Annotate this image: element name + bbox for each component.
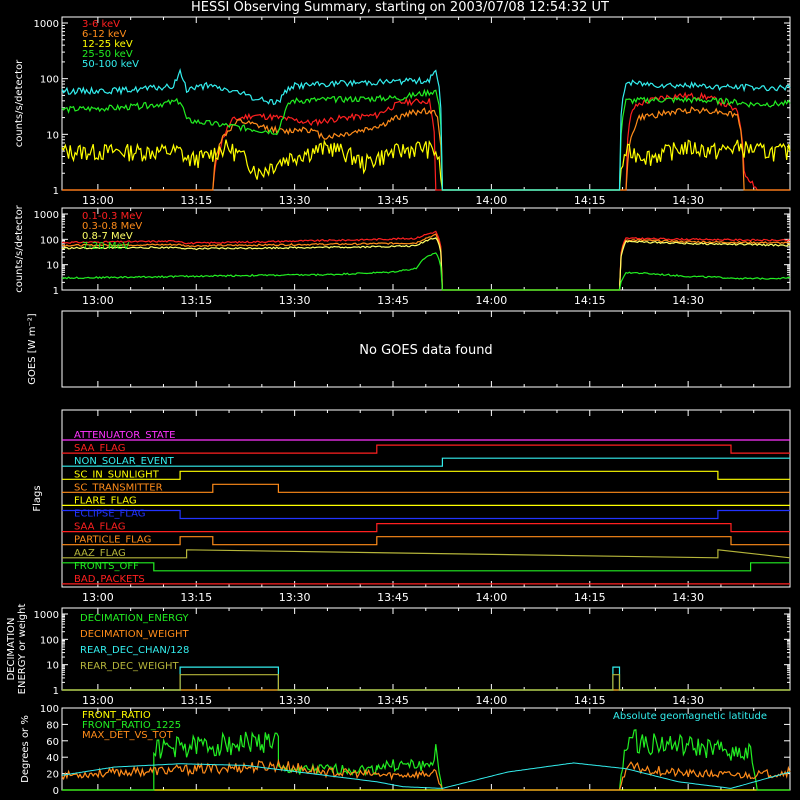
flags-flag-line [62,521,790,533]
flags-flag-line [62,445,790,453]
flags-x-tick-label: 14:30 [672,591,704,604]
rates-high-x-tick-label: 13:00 [82,294,114,307]
decimation-legend-entry: DECIMATION_ENERGY [80,613,189,624]
rates-low-y-tick-label: 1 [52,186,59,197]
flags-flag-label: ECLIPSE_FLAG [74,508,146,520]
rates-low-x-tick-label: 13:15 [180,194,213,207]
rates-low-y-tick-label: 10 [46,130,59,142]
ratios-legend-entry: FRONT_RATIO [82,710,151,721]
flags-flag-line [62,534,790,546]
rates-low-series-line [62,90,790,190]
flags-x-tick-label: 14:00 [475,591,508,604]
ratios-series-line [62,763,790,789]
flags-flag-label: BAD_PACKETS [74,573,145,585]
rates-low-legend-entry: 12-25 keV [82,39,133,50]
rates-high-x-tick-label: 14:00 [475,294,508,307]
decimation-y-tick-label: 10 [46,660,59,672]
flags-x-tick-label: 13:00 [82,591,114,604]
decimation-x-tick-label: 13:30 [278,694,311,707]
flags-flag-label: FLARE_FLAG [74,495,137,507]
rates-high-frame [62,208,790,290]
decimation-y-axis-label: ENERGY or weight [17,603,28,695]
rates-high-y-axis-label: counts/s/detector [14,205,25,293]
flags-flag-label: SC_TRANSMITTER [74,482,163,494]
flags-flag-label: SAA_FLAG [74,443,126,455]
rates-low-x-tick-label: 13:30 [278,194,311,207]
flags-flag-label: NON_SOLAR_EVENT [74,456,174,468]
rates-high-y-tick-label: 10 [46,260,59,272]
ratios-y-tick-label: 40 [46,753,59,765]
ratios-series-line [62,761,790,790]
flags-x-tick-label: 13:15 [180,591,213,604]
rates-low-legend-entry: 25-50 keV [82,49,133,60]
rates-low-x-tick-label: 14:00 [475,194,508,207]
rates-high-x-tick-label: 13:30 [278,294,311,307]
flags-flag-line [62,547,790,559]
flags-flag-line [62,471,790,479]
flags-flag-line [62,560,790,572]
flags-flag-label: PARTICLE_FLAG [74,534,152,546]
rates-low-legend-entry: 3-6 keV [82,19,120,30]
decimation-y-tick-label: 1000 [33,610,59,621]
decimation-y-tick-label: 100 [39,635,59,647]
decimation-y-axis-label: DECIMATION [6,617,17,681]
ratios-legend-entry: MAX_DET_VS_TOT [82,730,173,741]
flags-x-tick-label: 13:45 [377,591,409,604]
decimation-x-tick-label: 14:00 [475,694,508,707]
rates-high-y-tick-label: 1 [52,286,59,297]
flags-y-axis-label: Flags [32,485,43,512]
rates-low-y-tick-label: 100 [39,74,59,86]
rates-high-x-tick-label: 13:45 [377,294,409,307]
rates-high-legend-entry: 0.8-7 MeV [82,231,133,242]
ratios-y-tick-label: 100 [39,704,59,715]
rates-low-y-axis-label: counts/s/detector [14,59,25,148]
decimation-x-tick-label: 14:15 [573,694,606,707]
rates-low-series-line [62,140,790,190]
ratios-y-tick-label: 60 [46,736,59,748]
decimation-legend-entry: REAR_DEC_CHAN/128 [80,645,190,656]
ratios-y-tick-label: 80 [46,720,59,732]
flags-flag-line [62,508,790,520]
page-title: HESSI Observing Summary, starting on 2003/07/08 12:54:32 UT [191,0,609,15]
rates-high-y-tick-label: 100 [39,235,59,247]
decimation-x-tick-label: 13:45 [377,694,409,707]
flags-flag-label: ATTENUATOR_STATE [74,430,176,441]
rates-high-series-line [62,234,790,290]
rates-high-x-tick-label: 13:15 [180,294,213,307]
flags-x-tick-label: 14:15 [573,591,606,604]
rates-low-x-tick-label: 13:00 [82,194,114,207]
rates-high-legend-entry: 0.1-0.3 MeV [82,211,143,222]
rates-high-series-line [62,238,790,290]
rates-high-legend-entry: 0.3-0.8 MeV [82,221,143,232]
flags-flag-label: AAZ_FLAG [74,547,126,559]
rates-low-x-tick-label: 14:30 [672,194,704,207]
rates-low-x-tick-label: 14:15 [573,194,606,207]
ratios-legend-entry: FRONT_RATIO_1225 [82,720,182,731]
decimation-x-tick-label: 14:30 [672,694,704,707]
rates-high-x-tick-label: 14:15 [573,294,606,307]
flags-x-tick-label: 13:30 [278,591,311,604]
flags-flag-label: FRONTS_OFF [74,560,139,572]
rates-low-series-line [62,70,790,190]
rates-high-y-tick-label: 1000 [33,210,59,221]
goes-y-axis-label: GOES [W m⁻²] [27,313,38,385]
ratios-y-tick-label: 0 [52,786,59,797]
rates-high-legend-entry: 7-20 MeV [82,241,130,252]
decimation-x-tick-label: 13:00 [82,694,114,707]
flags-flag-label: SAA_FLAG [74,521,126,533]
goes-no-data-annotation: No GOES data found [359,343,493,358]
rates-high-series-line [62,253,790,290]
rates-low-y-tick-label: 1000 [33,19,59,30]
rates-low-x-tick-label: 13:45 [377,194,409,207]
ratios-y-tick-label: 20 [46,769,59,781]
ratios-annotation: Absolute geomagnetic latitude [613,711,767,722]
flags-flag-line [62,484,790,492]
decimation-legend-entry: DECIMATION_WEIGHT [80,629,189,640]
rates-low-legend-entry: 50-100 keV [82,59,140,70]
ratios-y-axis-label: Degrees or % [20,715,31,783]
decimation-x-tick-label: 13:15 [180,694,213,707]
flags-flag-label: SC_IN_SUNLIGHT [74,469,159,481]
decimation-legend-entry: REAR_DEC_WEIGHT [80,661,179,672]
decimation-y-tick-label: 1 [52,686,59,697]
rates-low-legend-entry: 6-12 keV [82,29,127,40]
rates-high-x-tick-label: 14:30 [672,294,704,307]
